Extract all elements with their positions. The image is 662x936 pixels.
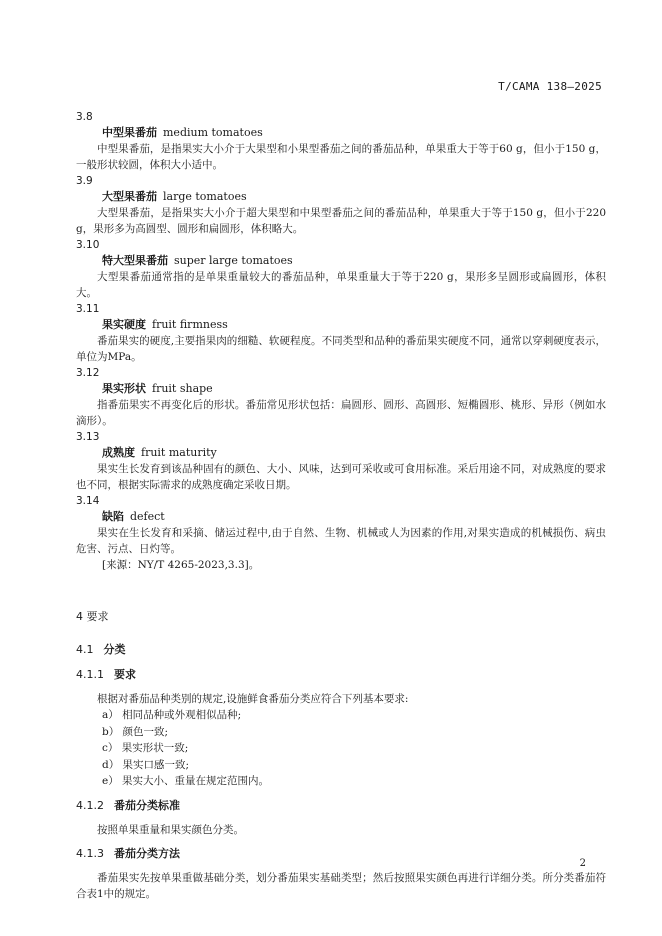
term-cn: 成熟度 [102,446,135,459]
requirements-intro: 根据对番茄品种类别的规定,设施鲜食番茄分类应符合下列基本要求: [97,693,409,705]
doc-code: T/CAMA 138—2025 [498,80,602,93]
term-number: 3.14 [76,495,100,507]
term-3-9 [76,173,606,237]
term-en: large tomatoes [163,190,247,203]
subsection-number: 4.1 [76,643,94,656]
term-3-13 [76,429,606,493]
term-en: super large tomatoes [174,254,293,267]
term-3-8 [76,109,606,173]
term-3-14 [76,493,606,573]
subsection-title: 要求 [114,668,136,681]
subsection-4-1-2 [76,796,606,816]
subsection-title: 分类 [103,643,126,656]
classification-method-text: 番茄果实先按单果重做基础分类，划分番茄果实基础类型；然后按照果实颜色再进行详细分类。所分类番茄符合表1中的规定。 [76,871,606,900]
term-number: 3.12 [76,367,100,379]
term-definition: 大型果番茄，是指果实大小介于超大果型和中果型番茄之间的番茄品种，单果重大于等于150 g，但小于220 g，果形多为高圆型、圆形和扁圆形，体积略大。 [76,207,606,235]
term-title [76,125,606,141]
term-title [76,253,606,269]
term-cn: 大型果番茄 [102,190,157,203]
term-title [76,189,606,205]
list-item: e） 果实大小、重量在规定范围内。 [102,775,270,787]
term-title [76,317,606,333]
classification-standard-text: 按照单果重量和果实颜色分类。 [97,823,244,836]
term-definition: 大型果番茄通常指的是单果重量较大的番茄品种，单果重量大于等于220 g，果形多呈圆形或扁圆形，体积大。 [76,271,606,299]
term-en: fruit shape [152,382,213,395]
term-3-10 [76,237,606,301]
term-title [76,509,606,525]
subsection-number: 4.1.2 [76,798,104,812]
term-definition: 指番茄果实不再变化后的形状。番茄常见形状包括：扁圆形、圆形、高圆形、短椭圆形、桃形、异形（例如水滴形）。 [76,399,606,427]
subsection-number: 4.1.3 [76,846,104,860]
subsection-title: 番茄分类方法 [114,846,180,860]
term-en: medium tomatoes [163,126,263,139]
requirements-list [76,707,606,790]
list-item: c） 果实形状一致; [102,742,189,754]
term-en: fruit maturity [141,446,217,459]
term-number: 3.8 [76,111,93,123]
term-cn: 中型果番茄 [102,126,157,139]
term-definition: 果实生长发育到该品种固有的颜色、大小、风味，达到可采收或可食用标准。采后用途不同，对成熟度的要求也不同，根据实际需求的成熟度确定采收日期。 [76,463,606,491]
page-number: 2 [579,858,586,869]
term-en: defect [130,510,165,523]
term-number: 3.10 [76,239,100,251]
term-cn: 果实硬度 [102,318,146,331]
term-definition: 番茄果实的硬度,主要指果肉的细糙、软硬程度。不同类型和品种的番茄果实硬度不同，通常以穿刺硬度表示，单位为MPa。 [76,335,606,363]
term-3-11 [76,301,606,365]
subsection-4-1-1 [76,665,606,685]
term-cn: 果实形状 [102,382,146,395]
subsection-4-1-3 [76,844,606,864]
list-item: d） 果实口感一致; [102,758,190,771]
term-3-12 [76,365,606,429]
term-number: 3.9 [76,175,93,187]
term-definition: 果实在生长发育和采摘、储运过程中,由于自然、生物、机械或人为因素的作用,对果实造成的机械损伤、病虫危害、污点、日灼等。 [76,527,606,555]
subsection-number: 4.1.1 [76,668,104,681]
term-title [76,381,606,397]
term-en: fruit firmness [152,318,228,331]
section-heading: 4 要求 [76,610,109,623]
subsection-4-1 [76,641,606,659]
term-number: 3.13 [76,431,100,443]
list-item: a） 相同品种或外观相似品种; [102,709,242,721]
content [76,109,606,902]
term-source: [来源：NY/T 4265-2023,3.3]。 [102,559,260,571]
term-definition: 中型果番茄，是指果实大小介于大果型和小果型番茄之间的番茄品种，单果重大于等于60 g，但小于150 g，一般形状较圆，体积大小适中。 [76,143,606,171]
term-cn: 缺陷 [102,510,124,523]
term-cn: 特大型果番茄 [102,254,168,267]
subsection-title: 番茄分类标准 [114,798,180,812]
term-number: 3.11 [76,303,100,315]
term-title [76,445,606,461]
list-item: b） 颜色一致; [102,725,169,738]
